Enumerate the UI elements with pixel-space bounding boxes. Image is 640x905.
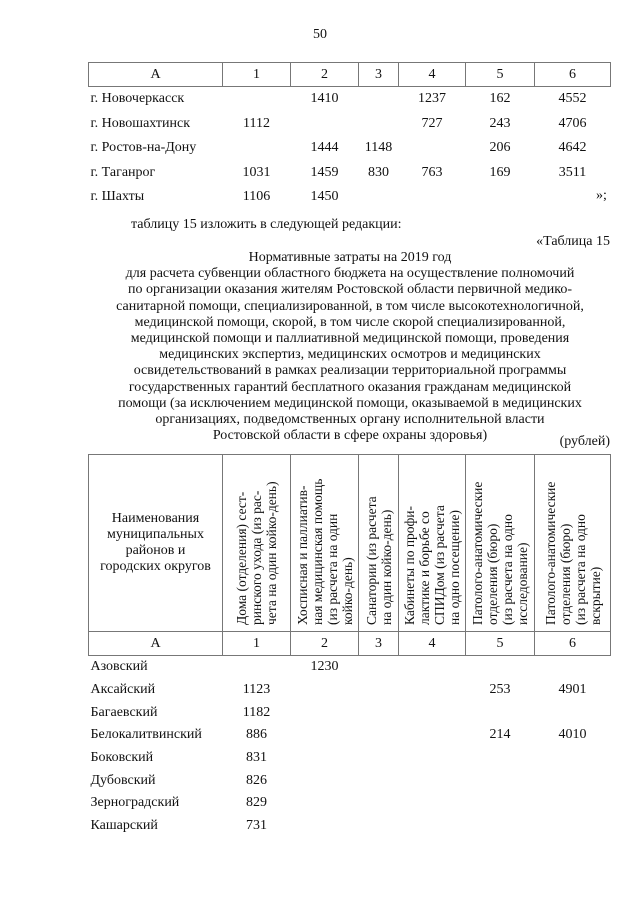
table-row	[89, 701, 611, 724]
value-cell	[466, 701, 535, 724]
value-cell	[466, 769, 535, 792]
value-cell	[359, 724, 399, 747]
value-cell: 4901	[558, 682, 587, 698]
value-cell: 727	[421, 115, 443, 131]
value-cell	[359, 815, 399, 838]
value-cell	[223, 87, 291, 112]
column-number: 2	[291, 63, 359, 87]
column-number: 1	[223, 63, 291, 87]
value-cell: 162	[489, 91, 511, 107]
value-cell: 1410	[310, 91, 339, 107]
value-cell: 829	[246, 795, 267, 811]
value-cell	[466, 747, 535, 770]
value-cell	[359, 185, 399, 210]
column-number: А	[89, 63, 223, 87]
value-cell: 4010	[558, 727, 587, 743]
value-cell: 1182	[242, 704, 271, 720]
header-cell: Патолого-анатомические отделения (бюро) (из расчета на одно исследование)	[466, 455, 535, 632]
table-title: Нормативные затраты на 2019 год для расчета субвенции областного бюджета на осуществлениe полномочий по организации оказания жителям Ростовской области первичной медико- санитарной помощи, специализированной, в том числе высокотехнологичной, медицинской помощи, скорой, в том числе скорой специализированной, медицинской помощи и паллиативной медицинской помощи, проведения медицинских экспертиз, медицинских осмотров и медицинских освидетельствований в рамках реализации территориальной программы государственных гарантий бесплатного оказания гражданам медицинской помощи (за исключением медицинской помощи, оказываемой в медицинских организациях, подведомственных органу исполнительной власти Ростовской области в сфере охраны здоровья)	[116, 250, 584, 444]
table-row	[89, 815, 611, 838]
row-name-cell: Зерноградский	[90, 795, 180, 811]
value-cell: 206	[489, 140, 511, 156]
column-number-row	[89, 632, 611, 656]
header-name-column: Наименования муниципальных районов и городских округов	[89, 455, 223, 632]
value-cell	[359, 87, 399, 112]
row-name-cell: Азовский	[90, 659, 148, 675]
column-number: 4	[399, 63, 466, 87]
value-cell: 1230	[310, 659, 339, 675]
row-name-cell: Аксайский	[90, 682, 156, 698]
table-row	[89, 87, 611, 112]
value-cell	[291, 747, 359, 770]
table-row	[89, 747, 611, 770]
value-cell	[359, 701, 399, 724]
column-number: 5	[466, 63, 535, 87]
value-cell: 1450	[310, 189, 339, 205]
value-cell	[399, 679, 466, 702]
value-cell: 243	[489, 115, 511, 131]
value-cell	[359, 656, 399, 679]
row-name-cell: Белокалитвинский	[90, 727, 202, 743]
value-cell	[399, 701, 466, 724]
value-cell	[399, 724, 466, 747]
value-cell	[291, 724, 359, 747]
value-cell: 731	[246, 818, 267, 834]
value-cell: 1237	[418, 91, 446, 107]
column-number: 4	[399, 632, 466, 656]
column-number: А	[89, 632, 223, 656]
row-name-cell: г. Таганрог	[90, 164, 156, 180]
table-15	[88, 454, 611, 838]
table-row	[89, 769, 611, 792]
value-cell	[359, 747, 399, 770]
value-cell	[399, 815, 466, 838]
value-cell: 886	[246, 727, 267, 743]
value-cell	[359, 792, 399, 815]
value-cell: 4552	[558, 91, 587, 107]
column-number: 1	[223, 632, 291, 656]
previous-table-continuation	[88, 62, 611, 210]
value-cell: 3511	[558, 164, 587, 180]
header-cell: Кабинеты по профи- лактике и борьбе со СПИДом (из расчета на одно посещение)	[399, 455, 466, 632]
table-row	[89, 656, 611, 679]
value-cell: 826	[246, 772, 267, 788]
value-cell	[466, 185, 535, 210]
value-cell	[399, 185, 466, 210]
value-cell	[223, 136, 291, 161]
value-cell: 831	[246, 750, 267, 766]
value-cell	[291, 792, 359, 815]
value-cell	[359, 769, 399, 792]
header-cell: Дома (отделения) сест- ринского ухода (из рас- чета на один койко-день)	[223, 455, 291, 632]
value-cell: 1031	[242, 164, 271, 180]
value-cell: 1148	[364, 140, 393, 156]
value-cell: 169	[489, 164, 511, 180]
header-cell: Патолого-анатомические отделения (бюро) (из расчета на одно вскрытие)	[535, 455, 611, 632]
table-row	[89, 792, 611, 815]
value-cell: 1459	[310, 164, 339, 180]
column-number: 3	[359, 63, 399, 87]
value-cell	[399, 792, 466, 815]
header-cell: Хосписная и паллиатив- ная медицинская помощь (из расчета на один койко-день)	[291, 455, 359, 632]
row-name-cell: Кашарский	[90, 818, 158, 834]
column-number: 2	[291, 632, 359, 656]
row-name-cell: г. Шахты	[90, 189, 145, 205]
value-cell: 1444	[310, 140, 339, 156]
value-cell	[291, 815, 359, 838]
table-row	[89, 136, 611, 161]
value-cell	[291, 769, 359, 792]
value-cell	[466, 815, 535, 838]
row-name-cell: г. Новошахтинск	[90, 115, 191, 131]
column-number: 5	[466, 632, 535, 656]
value-cell	[359, 112, 399, 137]
column-number: 6	[535, 632, 611, 656]
unit-label: (рублей)	[559, 434, 610, 449]
value-cell	[291, 701, 359, 724]
value-cell	[466, 792, 535, 815]
row-name-cell: г. Ростов-на-Дону	[90, 140, 197, 156]
value-cell	[535, 747, 611, 770]
table-reference: «Таблица 15	[536, 234, 610, 249]
intro-text: таблицу 15 изложить в следующей редакции:	[131, 217, 402, 232]
value-cell: 214	[489, 727, 511, 743]
value-cell	[291, 679, 359, 702]
column-number: 3	[359, 632, 399, 656]
table-row	[89, 185, 611, 210]
column-number: 6	[535, 63, 611, 87]
value-cell	[359, 679, 399, 702]
row-name-cell: Боковский	[90, 750, 154, 766]
value-cell: 1123	[242, 682, 271, 698]
row-name-cell: г. Новочеркасск	[90, 91, 185, 107]
value-cell	[535, 769, 611, 792]
value-cell: 1112	[243, 115, 270, 131]
value-cell	[399, 656, 466, 679]
value-cell	[535, 656, 611, 679]
value-cell	[291, 112, 359, 137]
closing-quote: »;	[596, 188, 607, 203]
table-row	[89, 112, 611, 137]
value-cell: 763	[421, 164, 443, 180]
value-cell: 253	[489, 682, 511, 698]
header-cell: Санатории (из расчета на один койко-день)	[359, 455, 399, 632]
value-cell	[535, 792, 611, 815]
value-cell	[399, 136, 466, 161]
column-number-row	[89, 63, 611, 87]
value-cell	[223, 656, 291, 679]
page-number: 50	[313, 27, 327, 42]
value-cell: 4642	[558, 140, 587, 156]
value-cell: 1106	[242, 189, 271, 205]
table-row	[89, 724, 611, 747]
row-name-cell: Дубовский	[90, 772, 156, 788]
value-cell	[535, 701, 611, 724]
value-cell: 4706	[558, 115, 587, 131]
value-cell	[466, 656, 535, 679]
value-cell: 830	[368, 164, 389, 180]
value-cell	[399, 769, 466, 792]
row-name-cell: Багаевский	[90, 704, 158, 720]
value-cell	[399, 747, 466, 770]
value-cell	[535, 815, 611, 838]
header-row	[89, 455, 611, 632]
table-row	[89, 161, 611, 186]
table-row	[89, 679, 611, 702]
